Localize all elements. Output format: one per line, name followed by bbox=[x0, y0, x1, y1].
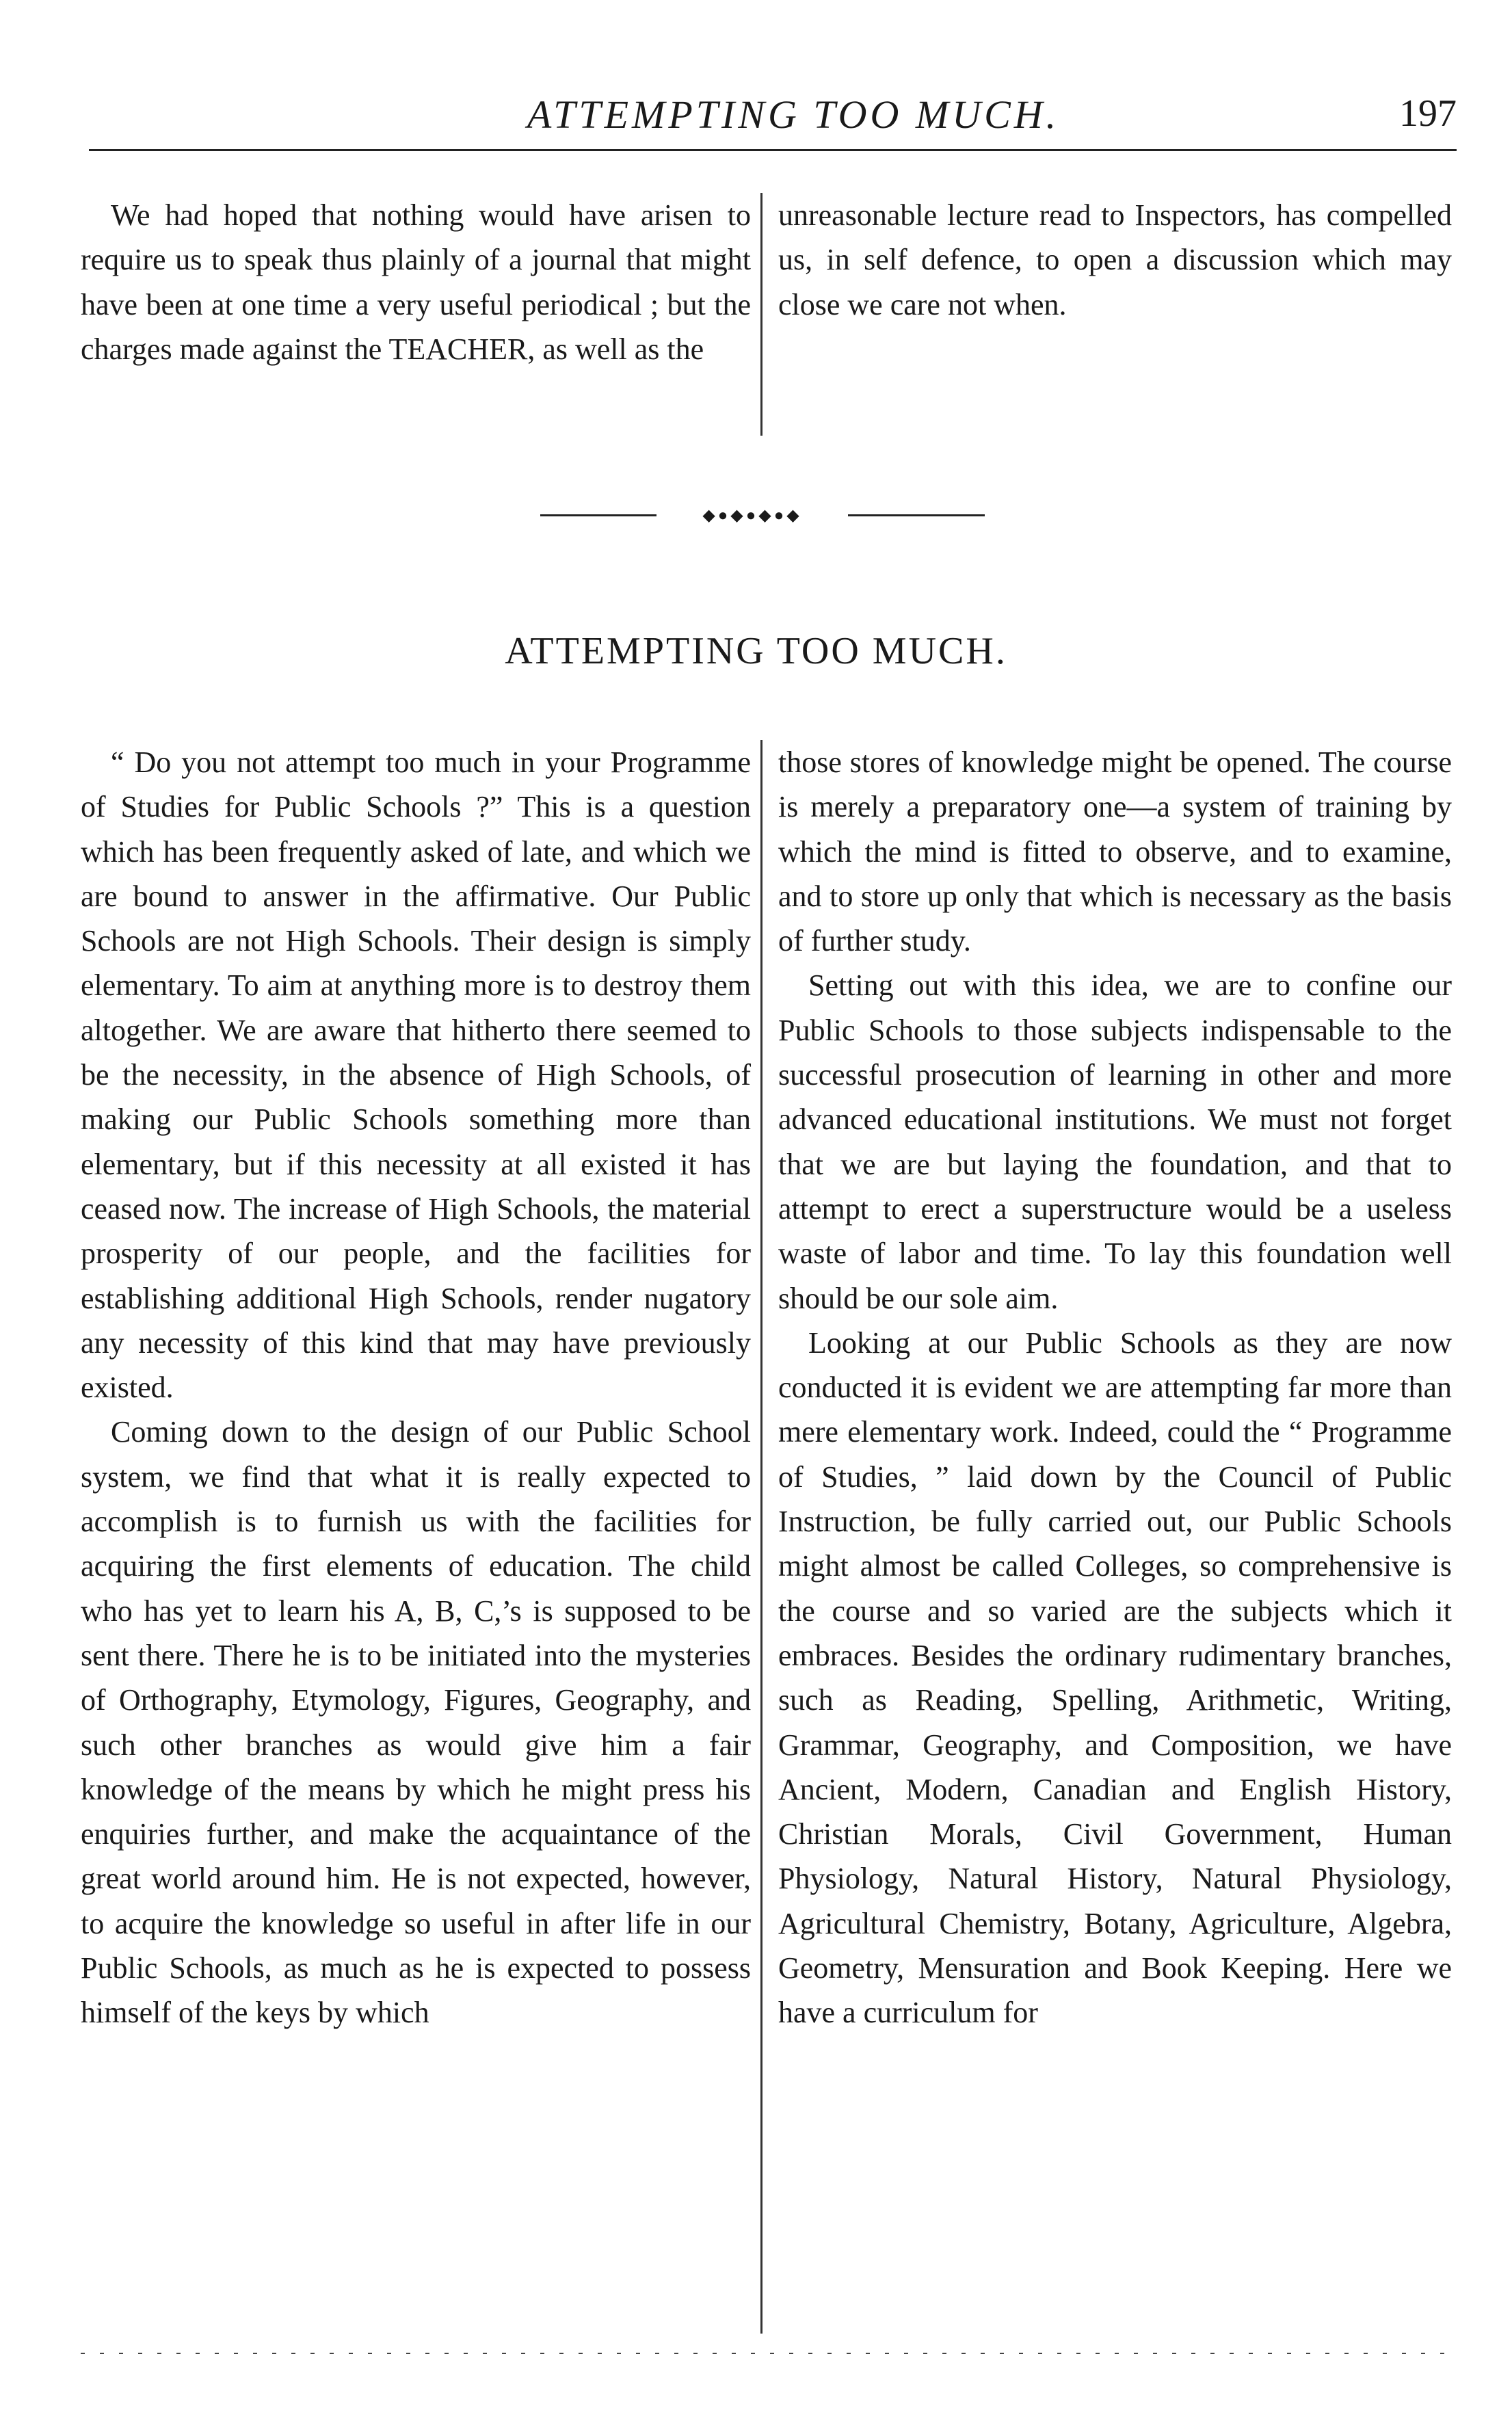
paragraph: Setting out with this idea, we are to confine our Public Schools to those subjects indispensable to the successful prosecution of learning in other and more advanced educational institutions. We must not forget that we are but laying the foundation, and that to attempt to erect a superstructure would be a useless waste of labor and time. To lay this foundation well should be our sole aim. bbox=[778, 968, 1452, 1315]
paragraph: “ Do you not attempt too much in your Programme of Studies for Public Schools ?” This is a question which has been frequently asked of late, and which we are bound to answer in the affirmative. Our Public Schools are not High Schools. Their design is simply elementary. To aim at anything more is to destroy them altogether. We are aware that hitherto there seemed to be the necessity, in the absence of High Schools, of making our Public Schools something more than elementary, but if this necessity at all existed it has ceased now. The increase of High Schools, the material prosperity of our people, and the facilities for establishing additional High Schools, render nugatory any necessity of this kind that may have previously existed. bbox=[81, 745, 751, 1405]
article-left-column bbox=[81, 740, 751, 2035]
ornament-beads: ◆●◆●◆●◆ bbox=[702, 507, 802, 525]
paragraph: unreasonable lecture read to Inspectors, has compelled us, in self defence, to open a discussion which may close we care not when. bbox=[778, 198, 1452, 321]
paragraph: Looking at our Public Schools as they are now conducted it is evident we are attempting far more than mere elementary work. Indeed, could the “ Programme of Studies, ” laid down by the Council of Public Instruction, be fully carried out, our Public Schools might almost be called Colleges, so comprehensive is the course and so varied are the subjects which it embraces. Besides the ordinary rudimentary branches, such as Reading, Spelling, Arithmetic, Writing, Grammar, Geography, and Composition, we have Ancient, Modern, Canadian and English History, Christian Morals, Civil Government, Human Physiology, Natural History, Natural Physiology, Agricultural Chemistry, Botany, Agriculture, Algebra, Geometry, Mensuration and Book Keeping. Here we have a curriculum for bbox=[778, 1325, 1452, 2030]
header-rule bbox=[89, 149, 1457, 151]
article-heading: ATTEMPTING TOO MUCH. bbox=[505, 630, 1007, 672]
running-header bbox=[89, 82, 1457, 150]
paragraph: Coming down to the design of our Public School system, we find that what it is really expected to accomplish is to furnish us with the facilities for acquiring the first elements of education. The child who has yet to learn his A, B, C,’s is supposed to be sent there. There he is to be initiated into the mysteries of Orthography, Etymology, Figures, Geography, and such other branches as would give him a fair knowledge of the means by which he might press his enquiries further, and make the acquaintance of the great world around him. He is not expected, however, to acquire the knowledge so useful in after life in our Public Schools, as much as he is expected to possess himself of the keys by which bbox=[81, 1415, 751, 2030]
column-divider bbox=[760, 193, 762, 436]
ornament-line bbox=[848, 514, 985, 516]
paragraph: those stores of knowledge might be opened. The course is merely a preparatory one—a system of training by which the mind is fitted to observe, and to examine, and to store up only that which is necessary as the basis of further study. bbox=[778, 745, 1452, 958]
top-left-column bbox=[81, 193, 751, 371]
paragraph: We had hoped that nothing would have arisen to require us to speak thus plainly of a journal that might have been at one time a very useful periodical ; but the charges made against the TEACHER, as well as the bbox=[81, 198, 751, 366]
top-right-column bbox=[778, 193, 1452, 327]
page-number: 197 bbox=[1399, 92, 1457, 135]
bottom-rule bbox=[81, 2353, 1452, 2354]
ornament-line bbox=[540, 514, 656, 516]
running-title: ATTEMPTING TOO MUCH. bbox=[527, 92, 1060, 137]
article-right-column bbox=[778, 740, 1452, 2035]
column-divider bbox=[760, 740, 762, 2334]
section-ornament bbox=[540, 507, 985, 524]
